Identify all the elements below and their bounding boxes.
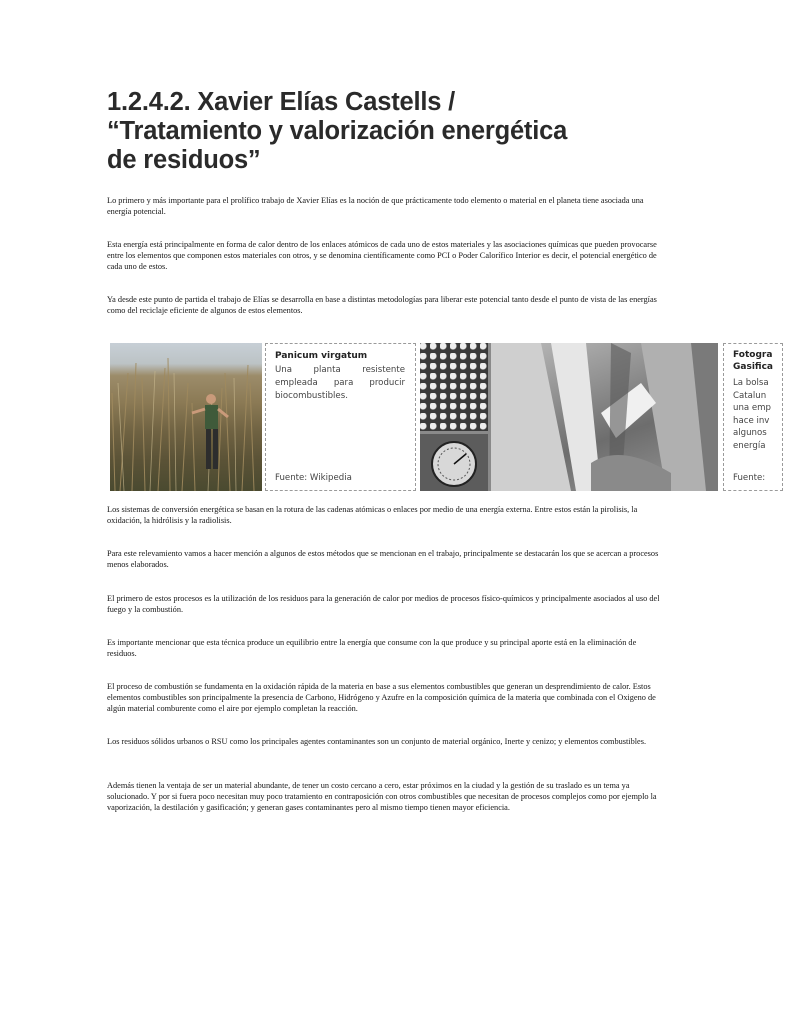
paragraph: Además tienen la ventaja de ser un material abundante, de tener un costo cercano a cero, estar próximos en la ciudad y la gestión de su traslado es un tema ya solucionado. Y por si fuera poco necesitan muy poco tratamiento en contraposición con otros combustibles que necesitan de procesos complejos como por ejemplo la vaporización, la destilación y gasificación; y generan gases contaminantes pero al mismo tiempo tienen mayor eficiencia. bbox=[107, 781, 657, 813]
caption-text: Una planta resistente empleada para producir biocombustibles. bbox=[275, 365, 405, 401]
gauge-photo bbox=[420, 434, 488, 491]
title-line-1: 1.2.4.2. Xavier Elías Castells / bbox=[107, 88, 455, 116]
switchgrass-photo bbox=[110, 343, 262, 491]
silos-illustration bbox=[491, 343, 718, 491]
caption-text-line: energía bbox=[733, 440, 766, 451]
caption-card-panicum bbox=[265, 343, 416, 491]
caption-card-gasification bbox=[723, 343, 783, 491]
silos-photo bbox=[491, 343, 718, 491]
pellets-photo bbox=[420, 343, 488, 431]
caption-title-line-2: Gasifica bbox=[733, 362, 773, 372]
caption-title: Panicum virgatum bbox=[275, 351, 368, 361]
paragraph: Los residuos sólidos urbanos o RSU como los principales agentes contaminantes son un conjunto de material orgánico, Inerte y cenizo; y elementos combustibles. bbox=[107, 737, 647, 746]
caption-text-line: algunos bbox=[733, 428, 767, 439]
paragraph: Lo primero y más importante para el prolífico trabajo de Xavier Elías es la noción de que prácticamente todo elemento o material en el planeta tiene asociada una energía potencial. bbox=[107, 196, 644, 217]
paragraph: Ya desde este punto de partida el trabajo de Elías se desarrolla en base a distintas metodologías para liberar este potencial tanto desde el punto de vista de las energías como del reciclaje eficiente de algunos de estos elementos. bbox=[107, 295, 657, 316]
caption-text bbox=[733, 377, 803, 453]
caption-source: Fuente: bbox=[733, 473, 766, 483]
title-line-3: de residuos” bbox=[107, 146, 261, 174]
paragraph: Es importante mencionar que esta técnica produce un equilibrio entre la energía que consume con la que produce y su principal aporte está en la eliminación de residuos. bbox=[107, 638, 637, 659]
page-title bbox=[107, 88, 667, 175]
caption-text-line: La bolsa bbox=[733, 378, 769, 388]
paragraph: Para este relevamiento vamos a hacer mención a algunos de estos métodos que se mencionan en el trabajo, principalmente se destacarán los que se acercan a procesos menos elaborados. bbox=[107, 549, 659, 570]
title-line-2: “Tratamiento y valorización energética bbox=[107, 117, 568, 145]
caption-text-line: una emp bbox=[733, 403, 772, 414]
paragraph: Los sistemas de conversión energética se basan en la rotura de las cadenas atómicas o enlaces por medio de una energía externa. Entre estos están la pirolisis, la oxidación, la hidrólisis y la radiolisis. bbox=[107, 505, 638, 526]
paragraph: Esta energía está principalmente en forma de calor dentro de los enlaces atómicos de cada uno de estos materiales y las asociaciones químicas que pueden provocarse entre los elementos que componen estos materiales con otros, y se denomina científicamente como PCI o Poder Calorífico Interior es decir, el potencial energético de cada uno de estos. bbox=[107, 240, 657, 272]
gauge-illustration bbox=[420, 434, 488, 491]
caption-title-line-1: Fotogra bbox=[733, 350, 773, 360]
paragraph: El primero de estos procesos es la utilización de los residuos para la generación de calor por medios de procesos físico-químicos y principalmente asociados al uso del fuego y la combustión. bbox=[107, 594, 660, 615]
caption-text-line: Catalun bbox=[733, 390, 767, 401]
caption-source: Fuente: Wikipedia bbox=[275, 473, 352, 483]
switchgrass-illustration bbox=[110, 343, 262, 491]
caption-text-line: hace inv bbox=[733, 415, 770, 426]
gasification-plant-photo bbox=[420, 343, 718, 491]
figure-strip bbox=[107, 341, 773, 492]
paragraph: El proceso de combustión se fundamenta en la oxidación rápida de la materia en base a sus elementos combustibles que generan un desprendimiento de calor. Estos elementos combustibles son principalmente la presencia de Carbono, Hidrógeno y Azufre en la composición química de la materia que combinada con el Oxigeno de algún material comburente como el aire por ejemplo completan la reacción. bbox=[107, 682, 656, 714]
